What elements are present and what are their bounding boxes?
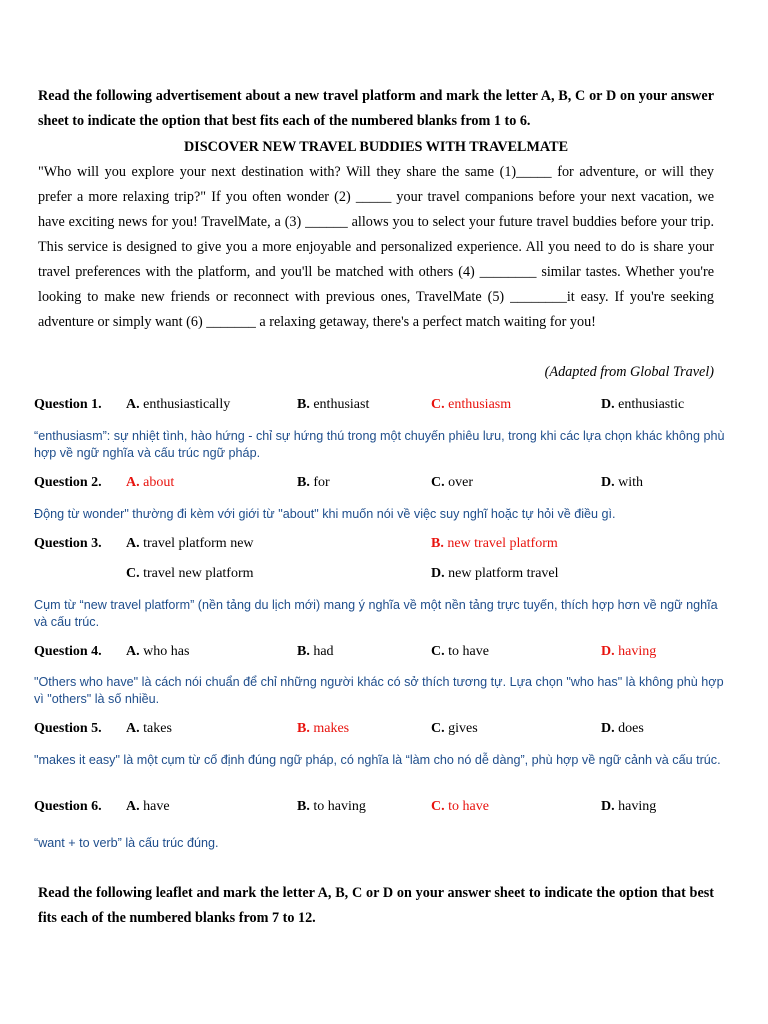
- option-b-correct: B. new travel platform: [431, 536, 558, 551]
- question-label: Question 5.: [34, 721, 102, 736]
- option-b: B. for: [297, 475, 330, 490]
- explanation-5: "makes it easy" là một cụm từ cố định đúng ngữ pháp, có nghĩa là “làm cho nó dễ dàng”, phù hợp về ngữ cảnh và cấu trúc.: [34, 753, 721, 767]
- option-d-correct: D. having: [601, 644, 657, 659]
- option-a-correct: A. about: [126, 475, 175, 490]
- passage-source: (Adapted from Global Travel): [544, 364, 714, 380]
- option-a: A. travel platform new: [126, 536, 254, 551]
- option-b-correct: B. makes: [297, 721, 350, 736]
- question-label: Question 3.: [34, 536, 102, 551]
- question-3-row-2: [34, 566, 734, 586]
- option-c-correct: C. to have: [431, 799, 489, 814]
- option-c: C. gives: [431, 721, 478, 736]
- option-b: B. had: [297, 644, 334, 659]
- option-b: B. enthusiast: [297, 397, 370, 412]
- question-4: [34, 644, 734, 664]
- option-c: C. over: [431, 475, 474, 490]
- option-d: D. with: [601, 475, 644, 490]
- explanation-6: “want + to verb” là cấu trúc đúng.: [34, 836, 219, 850]
- explanation-2: Động từ wonder" thường đi kèm với giới từ "about" khi muốn nói về việc suy nghĩ hoặc tự hỏi về điều gì.: [34, 507, 616, 521]
- option-d: D. does: [601, 721, 644, 736]
- passage-title: DISCOVER NEW TRAVEL BUDDIES WITH TRAVELMATE: [183, 139, 569, 155]
- option-c: C. to have: [431, 644, 489, 659]
- option-d: D. new platform travel: [431, 566, 559, 581]
- option-a: A. takes: [126, 721, 172, 736]
- question-2: [34, 475, 734, 495]
- option-a: A. enthusiastically: [126, 397, 231, 412]
- instruction-part-1: Read the following advertisement about a new travel platform and mark the letter A, B, C or D on your answer sheet to indicate the option that best fits each of the numbered blanks from 1 to 6.: [38, 88, 714, 129]
- option-c: C. travel new platform: [126, 566, 254, 581]
- option-c-correct: C. enthusiasm: [431, 397, 512, 412]
- option-a: A. who has: [126, 644, 190, 659]
- question-6: [34, 799, 734, 819]
- option-b: B. to having: [297, 799, 366, 814]
- question-label: Question 2.: [34, 475, 102, 490]
- passage-text: "Who will you explore your next destination with? Will they share the same (1)_____ for adventure, or will they prefer a more relaxing trip?" If you often wonder (2) _____ your travel companions before your next vacation, we have exciting news for you! TravelMate, a (3) ______ allows you to select your future travel buddies before your trip. This service is designed to give you a more enjoyable and personalized experience. All you need to do is share your travel preferences with the platform, and you'll be matched with others (4) ________ similar tastes. Whether you're looking to make new friends or reconnect with previous ones, TravelMate (5) ________it easy. If you're seeking adventure or simply want (6) _______ a relaxing getaway, there's a perfect match waiting for you!: [38, 164, 714, 330]
- question-label: Question 6.: [34, 799, 102, 814]
- option-d: D. enthusiastic: [601, 397, 685, 412]
- explanation-1: “enthusiasm”: sự nhiệt tình, hào hứng - chỉ sự hứng thú trong một chuyến phiêu lưu, trong khi các lựa chọn khác không phù hợp về ngữ nghĩa và cấu trúc ngữ pháp.: [34, 429, 725, 460]
- option-a: A. have: [126, 799, 170, 814]
- question-3: [34, 536, 734, 556]
- question-label: Question 1.: [34, 397, 102, 412]
- question-1: [34, 397, 734, 417]
- question-label: Question 4.: [34, 644, 102, 659]
- option-d: D. having: [601, 799, 657, 814]
- explanation-3: Cụm từ “new travel platform” (nền tảng du lịch mới) mang ý nghĩa về một nền tảng trực tuyến, thích hợp hơn về ngữ nghĩa và cấu trúc.: [34, 598, 718, 629]
- instruction-part-2: Read the following leaflet and mark the letter A, B, C or D on your answer sheet to indicate the option that best fits each of the numbered blanks from 7 to 12.: [38, 885, 714, 926]
- question-5: [34, 721, 734, 741]
- explanation-4: "Others who have" là cách nói chuẩn để chỉ những người khác có sở thích tương tự. Lựa chọn "who has" là không phù hợp vì "others" là số nhiều.: [34, 675, 724, 706]
